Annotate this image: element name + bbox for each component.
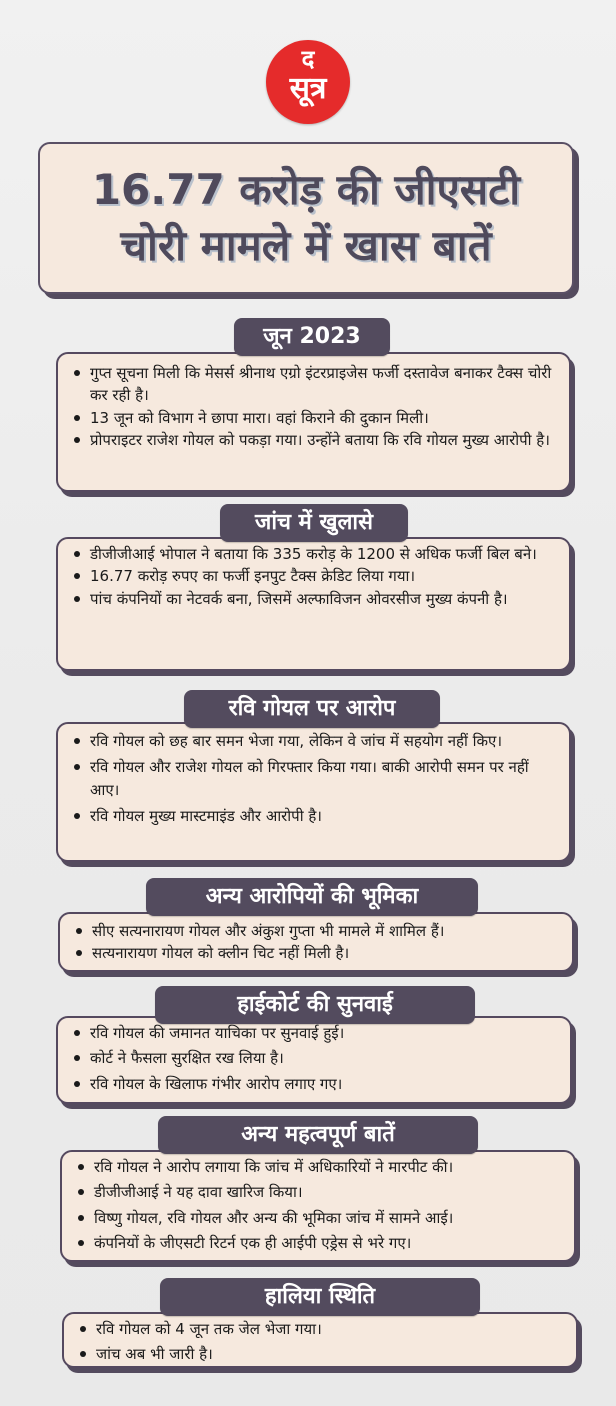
section-card-june-2023 [56, 352, 571, 492]
bullet-item: कंपनियों के जीएसटी रिटर्न एक ही आईपी एड्रेस से भरे गए। [74, 1232, 562, 1254]
section-card-investigation [56, 537, 571, 671]
bullet-item: रवि गोयल मुख्य मास्टमाइंड और आरोपी है। [70, 805, 557, 827]
title-box [38, 142, 574, 294]
section-heading-investigation: जांच में खुलासे [220, 504, 408, 542]
bullet-item: गुप्त सूचना मिली कि मेसर्स श्रीनाथ एग्रो इंटरप्राइजेस फर्जी दस्तावेज बनाकर टैक्स चोरी कर रही है। [70, 362, 557, 407]
bullet-item: डीजीजीआई भोपाल ने बताया कि 335 करोड़ के 1200 से अधिक फर्जी बिल बने। [70, 543, 557, 565]
page-title-line-2: चोरी मामले में खास बातें [120, 221, 492, 270]
section-card-other-accused [58, 912, 574, 972]
bullet-item: जांच अब भी जारी है। [76, 1343, 564, 1365]
bullet-item: रवि गोयल ने आरोप लगाया कि जांच में अधिकारियों ने मारपीट की। [74, 1156, 562, 1178]
bullet-item: सत्यनारायण गोयल को क्लीन चिट नहीं मिली है। [72, 942, 560, 964]
bullet-item: सीए सत्यनारायण गोयल और अंकुश गुप्ता भी मामले में शामिल हैं। [72, 920, 560, 942]
logo-letter: द [301, 45, 315, 73]
bullet-item: रवि गोयल को छह बार समन भेजा गया, लेकिन वे जांच में सहयोग नहीं किए। [70, 730, 557, 752]
page-title-line-1: 16.77 करोड़ की जीएसटी [91, 165, 521, 214]
bullet-item: रवि गोयल के खिलाफ गंभीर आरोप लगाए गए। [70, 1073, 558, 1095]
brand-logo [266, 40, 350, 124]
section-heading-ravi-allegations: रवि गोयल पर आरोप [184, 690, 440, 728]
section-card-high-court [56, 1016, 572, 1104]
bullet-item: रवि गोयल और राजेश गोयल को गिरफ्तार किया गया। बाकी आरोपी समन पर नहीं आए। [70, 756, 557, 801]
logo-word: सूत्र [289, 71, 327, 106]
bullet-item: रवि गोयल की जमानत याचिका पर सुनवाई हुई। [70, 1022, 558, 1044]
bullet-item: 13 जून को विभाग ने छापा मारा। वहां किराने की दुकान मिली। [70, 407, 557, 429]
section-heading-other-important: अन्य महत्वपूर्ण बातें [158, 1116, 478, 1154]
section-heading-high-court: हाईकोर्ट की सुनवाई [155, 986, 475, 1024]
section-card-other-important [60, 1150, 576, 1262]
bullet-item: 16.77 करोड़ रुपए का फर्जी इनपुट टैक्स क्रेडिट लिया गया। [70, 565, 557, 587]
bullet-item: डीजीजीआई ने यह दावा खारिज किया। [74, 1181, 562, 1203]
bullet-item: रवि गोयल को 4 जून तक जेल भेजा गया। [76, 1318, 564, 1340]
bullet-item: कोर्ट ने फैसला सुरक्षित रख लिया है। [70, 1047, 558, 1069]
bullet-item: विष्णु गोयल, रवि गोयल और अन्य की भूमिका जांच में सामने आई। [74, 1207, 562, 1229]
bullet-item: पांच कंपनियों का नेटवर्क बना, जिसमें अल्फाविजन ओवरसीज मुख्य कंपनी है। [70, 588, 557, 610]
bullet-item: प्रोपराइटर राजेश गोयल को पकड़ा गया। उन्होंने बताया कि रवि गोयल मुख्य आरोपी है। [70, 429, 557, 451]
section-card-current-status [62, 1312, 578, 1368]
section-heading-other-accused: अन्य आरोपियों की भूमिका [146, 878, 478, 916]
section-heading-june-2023: जून 2023 [234, 318, 390, 356]
section-card-ravi-allegations [56, 722, 571, 862]
section-heading-current-status: हालिया स्थिति [160, 1278, 480, 1316]
